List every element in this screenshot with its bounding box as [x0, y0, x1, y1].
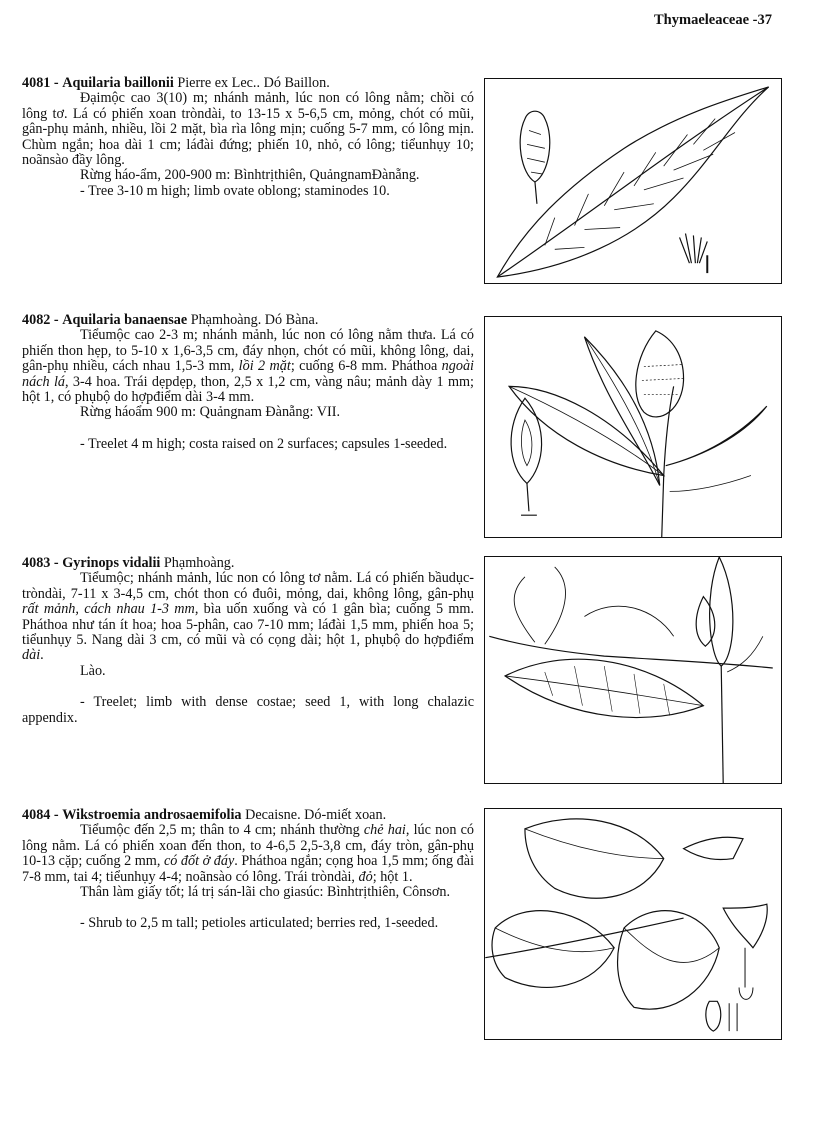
species-author: Pierre ex Lec.. Dó Baillon.: [173, 75, 330, 91]
species-name: Wikstroemia androsaemifolia: [62, 807, 242, 823]
desc-text: . Pháthoa ngắn; cọng hoa 1,5 mm; ống đài 7-8 mm, tai 4; tiểunhụy 4-4; noãnsào có lông. Trái tròndài,: [22, 853, 475, 885]
flower-detail: [723, 904, 767, 948]
species-name: Gyrinops vidalii: [62, 555, 161, 571]
species-author: Phạmhoàng. Dó Bàna.: [187, 312, 319, 328]
species-name: Aquilaria banaensae: [62, 312, 188, 328]
desc-text: Tiểumộc đến 2,5 m; thân to 4 cm; nhánh thường: [80, 822, 364, 839]
capsule-section: [511, 398, 542, 483]
desc-text: Tiểumộc; nhánh mảnh, lúc non có lông tơ nằm. Lá có phiến bầudục-tròndài, 7-11 x 3-4,5 cm, chót thon có đuôi, mỏng, dai, không lông, gân-phụ: [22, 570, 474, 602]
entry-number: 4083 -: [22, 555, 59, 571]
illustration-aquilaria-banaensae: [484, 316, 782, 538]
entry-english: - Treelet 4 m high; costa raised on 2 surfaces; capsules 1-seeded.: [80, 435, 448, 452]
seed-detail: [521, 483, 537, 515]
desc-italic: chẻ hai: [363, 822, 406, 839]
stamen-detail: [680, 233, 708, 263]
desc-text: , 3-4 hoa. Trái dẹpdẹp, thon, 2,5 x 1,2 cm, vàng nâu; mảnh dày 1 mm; hột 1, có phụbộ do hợpđiểm dài 3-4 mm.: [22, 373, 474, 406]
illustration-wikstroemia-androsaemifolia: [484, 808, 782, 1040]
entry-heading: [22, 808, 474, 823]
fruit-capsule: [636, 331, 684, 417]
desc-text: , bìa uốn xuống và có 1 gân bìa; cuống 5 mm. Pháthoa như tán ít hoa; hoa 5-phân, cao 7-10 mm; láđài 1,5 mm, phiến hoa 5; tiểunhụy 5. Nang dài 3 cm, có mũi và có cọng dài; hột 1, phụbộ do hợpđiểm: [22, 601, 474, 649]
entry-habitat: Rừng háoẩm 900 m: Quảngnam Đànẵng: VII.: [80, 404, 340, 421]
flower-cluster: [520, 111, 550, 182]
leaf-middle: [492, 911, 614, 988]
branch: [489, 636, 772, 668]
desc-text: ; cuống 6-8 mm. Pháthoa: [290, 358, 442, 375]
fruit-stalk: [721, 666, 723, 783]
entry-4081: [22, 76, 474, 199]
desc-text: , lúc non có lông nằm. Lá có phiến xoan đến thon, to 4-6,5 2,5-3,8 cm, đáy tròn, gân-phụ 10-13 cặp; cuống 2 mm,: [22, 822, 474, 870]
desc-italic: lồi 2 mặt: [238, 358, 291, 375]
species-name: Aquilaria baillonii: [62, 75, 174, 91]
entry-number: 4081 -: [22, 75, 59, 91]
entry-number: 4084 -: [22, 807, 59, 823]
entry-heading: [22, 556, 474, 571]
illustration-gyrinops-vidalii: [484, 556, 782, 784]
desc-italic: ngoài nách lá: [22, 358, 474, 390]
entry-english: - Treelet; limb with dense costae; seed 1, with long chalazic appendix.: [22, 694, 474, 726]
species-author: Phạmhoàng.: [160, 555, 235, 571]
leaf-top: [525, 819, 664, 898]
entry-number: 4082 -: [22, 312, 59, 328]
desc-italic: đỏ: [358, 868, 373, 885]
entry-description: Đạimộc cao 3(10) m; nhánh mảnh, lúc non có lông nằm; chồi có lông tơ. Lá có phiến xoan tròndài, to 13-15 x 5-6,5 cm, mỏng, chót có mũi, gân-phụ mảnh, nhiều, lồi 2 mặt, bìa rìa lông mịn; cuống 5-7 mm, có lông mịn. Chùm ngắn; hoa dài 1 cm; láđài đứng; phiến 10, nhỏ, có lông; tiểunhụy 10; noãnsào đầy lông.: [22, 90, 474, 169]
entry-habitat: Thân làm giấy tốt; lá trị sán-lãi cho giasúc: Bìnhtrịthiên, Cônsơn.: [80, 884, 451, 901]
entry-4084: [22, 808, 474, 932]
leaf-large: [505, 659, 703, 717]
entry-heading: [22, 313, 474, 328]
entry-description: [22, 823, 474, 885]
desc-italic: dài: [22, 647, 41, 664]
entry-4083: [22, 556, 474, 726]
entry-description: [22, 328, 474, 405]
entry-4082: [22, 313, 474, 452]
entry-english: - Tree 3-10 m high; limb ovate oblong; staminodes 10.: [80, 182, 390, 199]
species-author: Decaisne. Dó-miết xoan.: [241, 807, 387, 823]
leaf-midrib: [497, 87, 768, 277]
entry-habitat: Rừng háo-ẩm, 200-900 m: Bìnhtrịthiên, QuảngnamĐànẵng.: [80, 167, 420, 184]
desc-text: .: [40, 647, 44, 664]
desc-italic: rất mảnh, cách nhau 1-3 mm: [22, 601, 195, 618]
capsule-left: [696, 597, 715, 647]
desc-italic: có đốt ở đáy: [163, 853, 235, 870]
entry-heading: [22, 76, 474, 91]
leaf-right: [666, 406, 767, 465]
page-header: Thymaeleaceae -37: [654, 12, 772, 28]
entry-english: - Shrub to 2,5 m tall; petioles articulated; berries red, 1-seeded.: [80, 915, 439, 932]
peduncle: [535, 182, 537, 204]
illustration-aquilaria-baillonii: [484, 78, 782, 284]
capsule-right: [710, 557, 733, 666]
entry-description: [22, 571, 474, 663]
fruit: [706, 1001, 721, 1031]
entry-habitat: Lào.: [80, 662, 106, 679]
leaf-long: [509, 386, 664, 475]
leaf-left: [584, 337, 659, 486]
desc-text: Tiểumộc cao 2-3 m; nhánh mảnh, lúc non có lông nằm thưa. Lá có phiến thon hẹp, to 5-10 x 1,6-3,5 cm, đáy nhọn, chót có mũi, không lông, dai, gân-phụ nhiều, cách nhau 1,5-3 mm,: [22, 327, 474, 375]
desc-text: ; hột 1.: [372, 868, 413, 885]
flower-cluster: [684, 837, 743, 859]
